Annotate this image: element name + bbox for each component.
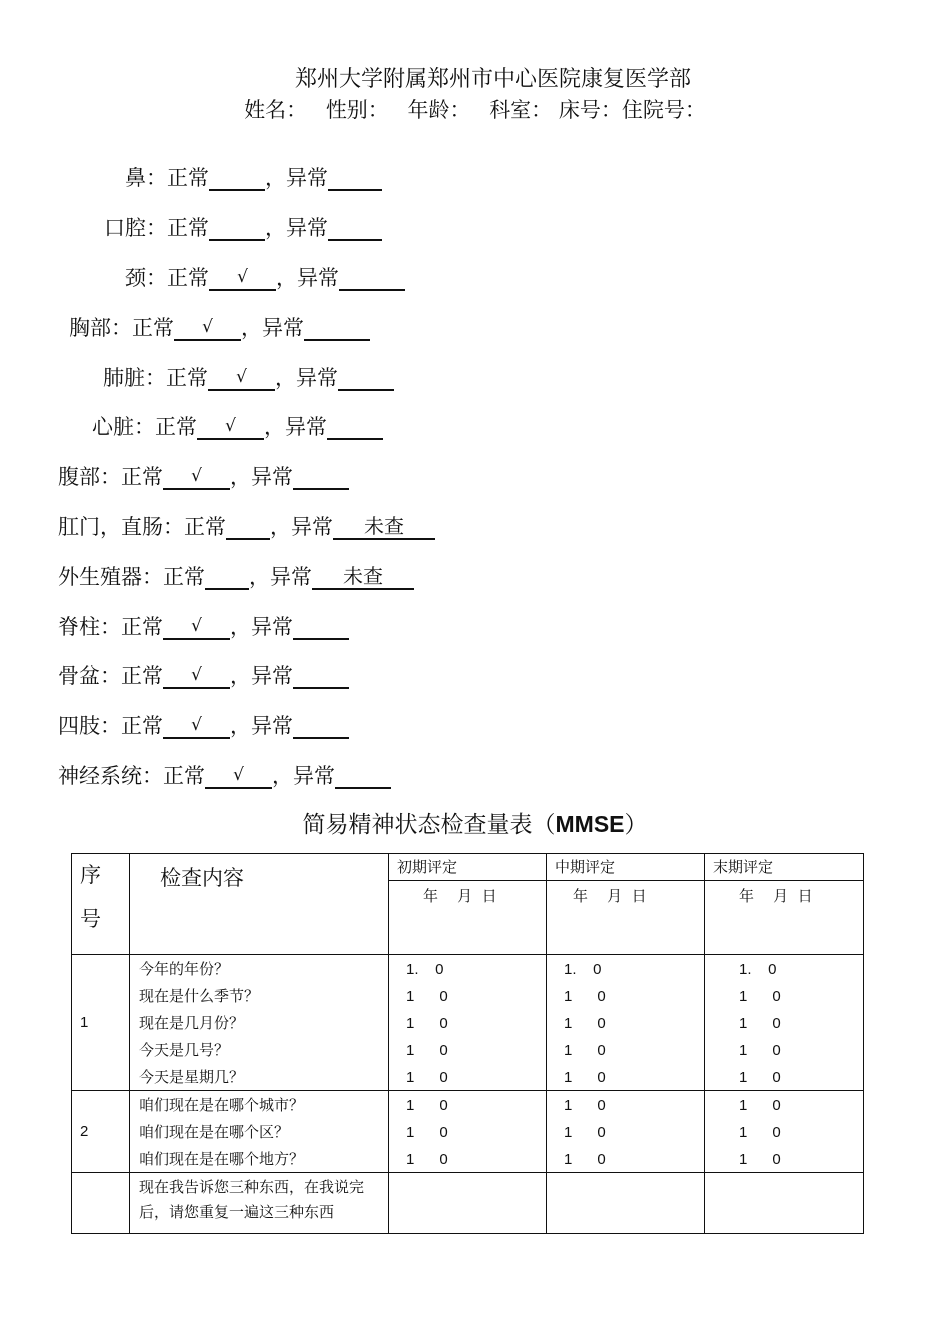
score-option[interactable]: 1 0	[739, 1042, 781, 1059]
normal-blank[interactable]: √	[163, 713, 230, 739]
score-option[interactable]: 1 0	[739, 1097, 781, 1114]
date-field[interactable]: 年 月 日	[739, 887, 813, 905]
question: 今天是星期几？	[139, 1068, 245, 1086]
score-option[interactable]: 1 0	[564, 1124, 606, 1141]
exam-label: 鼻：正常	[125, 166, 209, 190]
score-option[interactable]: 1 0	[564, 1097, 606, 1114]
date-field[interactable]: 年 月 日	[423, 887, 497, 905]
question: 现在是几月份？	[139, 1014, 245, 1032]
score-option[interactable]: 1 0	[564, 1042, 606, 1059]
exam-sep: ，异常	[275, 366, 338, 390]
exam-sep: ，异常	[230, 615, 293, 639]
score-cell-final	[705, 1091, 864, 1173]
score-cell-final[interactable]	[705, 1173, 864, 1234]
exam-label: 外生殖器：正常	[58, 565, 205, 589]
exam-row-heart	[92, 412, 383, 442]
exam-sep: ，异常	[230, 465, 293, 489]
abnormal-blank[interactable]	[328, 165, 382, 191]
question: 咱们现在是在哪个城市？	[139, 1096, 305, 1114]
abnormal-blank[interactable]: 未查	[312, 564, 414, 590]
normal-blank[interactable]	[209, 165, 265, 191]
exam-sep: ，异常	[265, 216, 328, 240]
department-field-label: 科室：	[489, 98, 553, 122]
exam-label: 胸部：正常	[69, 316, 174, 340]
abnormal-blank[interactable]	[338, 365, 394, 391]
question: 咱们现在是在哪个区？	[139, 1123, 290, 1141]
age-field-label: 年龄：	[407, 98, 471, 122]
mmse-title-text: 简易精神状态检查量表（	[302, 812, 556, 838]
exam-label: 腹部：正常	[58, 465, 163, 489]
exam-label: 肛门，直肠：正常	[58, 515, 226, 539]
col-header-initial	[389, 854, 547, 955]
abnormal-blank[interactable]	[328, 215, 382, 241]
score-option[interactable]: 1 0	[406, 1097, 448, 1114]
mmse-table	[71, 853, 864, 1234]
normal-blank[interactable]	[205, 564, 249, 590]
exam-sep: ，异常	[272, 764, 335, 788]
exam-label: 颈：正常	[125, 266, 209, 290]
score-option[interactable]: 1. 0	[564, 961, 602, 978]
abnormal-blank[interactable]: 未查	[333, 514, 435, 540]
question-cell	[130, 1173, 389, 1234]
normal-blank[interactable]	[226, 514, 270, 540]
hospital-title: 郑州大学附属郑州市中心医院康复医学部	[294, 67, 691, 92]
mmse-title-end: ）	[624, 812, 648, 838]
exam-row-nose	[125, 163, 382, 193]
question: 今年的年份？	[139, 960, 230, 978]
mmse-title-abbr: MMSE	[555, 811, 625, 837]
exam-sep: ，异常	[230, 714, 293, 738]
score-cell-middle	[547, 1091, 705, 1173]
score-option[interactable]: 1 0	[564, 1151, 606, 1168]
col-num-bottom: 号	[80, 907, 101, 931]
exam-sep: ，异常	[264, 415, 327, 439]
phase-name: 末期评定	[705, 854, 863, 881]
score-option[interactable]: 1 0	[406, 1069, 448, 1086]
score-option[interactable]: 1 0	[564, 1015, 606, 1032]
normal-blank[interactable]: √	[208, 365, 275, 391]
normal-blank[interactable]: √	[163, 614, 230, 640]
abnormal-blank[interactable]	[327, 414, 383, 440]
exam-label: 神经系统：正常	[58, 764, 205, 788]
abnormal-blank[interactable]	[293, 663, 349, 689]
table-header-row	[72, 854, 864, 955]
mmse-title	[0, 806, 950, 839]
instruction-text: 现在我告诉您三种东西，在我说完后，请您重复一遍这三种东西	[139, 1178, 365, 1221]
question: 现在是什么季节？	[139, 987, 260, 1005]
exam-sep: ，异常	[241, 316, 304, 340]
exam-sep: ，异常	[230, 664, 293, 688]
patient-info-header	[0, 94, 950, 124]
normal-blank[interactable]	[209, 215, 265, 241]
bed-admission-field-label: 床号：住院号：	[558, 98, 706, 122]
score-option[interactable]: 1 0	[564, 1069, 606, 1086]
score-cell-middle[interactable]	[547, 1173, 705, 1234]
score-option[interactable]: 1 0	[739, 1015, 781, 1032]
section-number: 1	[72, 955, 130, 1091]
score-cell-middle	[547, 955, 705, 1091]
phase-name: 初期评定	[389, 854, 546, 881]
exam-sep: ，异常	[249, 565, 312, 589]
question: 咱们现在是在哪个地方？	[139, 1150, 305, 1168]
name-field-label: 姓名：	[244, 98, 308, 122]
normal-blank[interactable]: √	[163, 464, 230, 490]
exam-sep: ，异常	[270, 515, 333, 539]
score-option[interactable]: 1 0	[406, 1042, 448, 1059]
score-cell-final	[705, 955, 864, 1091]
exam-row-spine	[58, 612, 349, 642]
question: 今天是几号？	[139, 1041, 230, 1059]
exam-sep: ，异常	[276, 266, 339, 290]
section-number: 2	[72, 1091, 130, 1173]
abnormal-blank[interactable]	[293, 614, 349, 640]
score-option[interactable]: 1 0	[406, 1015, 448, 1032]
exam-label: 骨盆：正常	[58, 664, 163, 688]
score-cell-initial	[389, 955, 547, 1091]
section-number	[72, 1173, 130, 1234]
score-cell-initial[interactable]	[389, 1173, 547, 1234]
exam-row-limbs	[58, 711, 349, 741]
exam-sep: ，异常	[265, 166, 328, 190]
normal-blank[interactable]: √	[174, 315, 241, 341]
question-cell	[130, 1091, 389, 1173]
col-header-final	[705, 854, 864, 955]
exam-row-abdomen	[58, 462, 349, 492]
table-row	[72, 1091, 864, 1173]
col-header-content: 检查内容	[130, 854, 389, 955]
score-option[interactable]: 1 0	[739, 1069, 781, 1086]
normal-blank[interactable]: √	[205, 763, 272, 789]
col-header-number	[72, 854, 130, 955]
score-option[interactable]: 1 0	[564, 988, 606, 1005]
table-row	[72, 955, 864, 1091]
score-option[interactable]: 1 0	[406, 1124, 448, 1141]
normal-blank[interactable]: √	[209, 265, 276, 291]
question-cell	[130, 955, 389, 1091]
exam-row-pelvis	[58, 661, 349, 691]
exam-label: 心脏：正常	[92, 415, 197, 439]
score-option[interactable]: 1. 0	[739, 961, 777, 978]
exam-row-neck	[125, 263, 405, 293]
score-option[interactable]: 1 0	[739, 1124, 781, 1141]
col-header-middle	[547, 854, 705, 955]
score-cell-initial	[389, 1091, 547, 1173]
exam-label: 四肢：正常	[58, 714, 163, 738]
exam-row-lungs	[103, 363, 394, 393]
exam-row-chest	[69, 313, 370, 343]
date-field[interactable]: 年 月 日	[573, 887, 647, 905]
abnormal-blank[interactable]	[293, 713, 349, 739]
exam-row-nervous-system	[58, 761, 391, 791]
score-option[interactable]: 1 0	[739, 1151, 781, 1168]
score-option[interactable]: 1 0	[739, 988, 781, 1005]
exam-row-anus-rectum	[58, 512, 435, 542]
phase-name: 中期评定	[547, 854, 704, 881]
exam-label: 肺脏：正常	[103, 366, 208, 390]
exam-label: 脊柱：正常	[58, 615, 163, 639]
gender-field-label: 性别：	[325, 98, 389, 122]
score-option[interactable]: 1 0	[406, 988, 448, 1005]
score-option[interactable]: 1 0	[406, 1151, 448, 1168]
normal-blank[interactable]: √	[163, 663, 230, 689]
abnormal-blank[interactable]	[335, 763, 391, 789]
abnormal-blank[interactable]	[293, 464, 349, 490]
col-num-top: 序	[80, 863, 101, 887]
score-option[interactable]: 1. 0	[406, 961, 444, 978]
exam-row-genitals	[58, 562, 414, 592]
abnormal-blank[interactable]	[339, 265, 405, 291]
exam-label: 口腔：正常	[104, 216, 209, 240]
abnormal-blank[interactable]	[304, 315, 370, 341]
table-row	[72, 1173, 864, 1234]
exam-row-mouth	[104, 213, 382, 243]
normal-blank[interactable]: √	[197, 414, 264, 440]
